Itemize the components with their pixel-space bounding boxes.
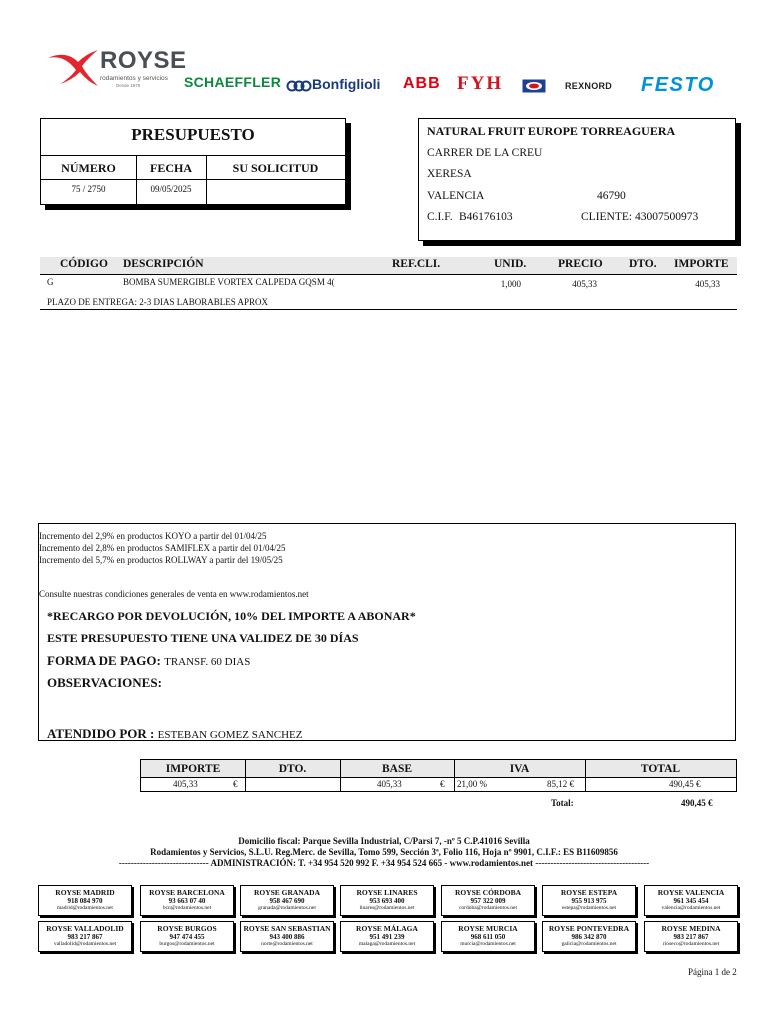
atendido [47, 726, 302, 742]
row-descripcion: BOMBA SUMERGIBLE VORTEX CALPEDA GQSM 4( [123, 277, 335, 287]
branch-box [542, 921, 636, 952]
branch-name: ROYSE VALENCIA [657, 888, 725, 897]
page-number: Página 1 de 2 [688, 967, 737, 977]
footer-admin: ------------------------------ ADMINISTRACIÓN: T. +34 954 520 992 F. +34 954 524 665 - www.rodamientos.net -------------------------------------- [118, 858, 650, 868]
branch-phone: 953 693 400 [369, 897, 405, 905]
branch-box [340, 885, 434, 916]
totals-table [140, 759, 737, 792]
bonfiglioli-rings-icon [286, 79, 312, 91]
royse-logo [46, 48, 100, 88]
tot-iva-label: IVA [454, 760, 585, 778]
divider [340, 760, 341, 791]
branch-box [340, 921, 434, 952]
branch-phone: 961 345 454 [673, 897, 709, 905]
validez-notice: ESTE PRESUPUESTO TIENE UNA VALIDEZ DE 30 DÍAS [47, 631, 359, 645]
client-town: XERESA [427, 168, 472, 180]
client-cif-label: C.I.F. [427, 211, 453, 223]
footer-registry: Rodamientos y Servicios, S.L.U. Reg.Merc. de Sevilla, Tomo 599, Sección 3ª, Folio 116, Hoja nº 9901, C.I.F.: ES B11609856 [150, 847, 618, 857]
branch-box [240, 885, 334, 916]
quote-fecha: 09/05/2025 [150, 184, 192, 194]
quote-fecha-label: FECHA [136, 156, 206, 180]
branch-email[interactable]: rioseco@rodamientos.net [662, 941, 720, 947]
increment-rollway: Incremento del 5,7% en productos ROLLWAY a partir del 19/05/25 [39, 555, 283, 565]
tot-base-label: BASE [340, 760, 454, 778]
branch-box [542, 885, 636, 916]
quote-box [40, 118, 346, 205]
royse-since: Desde 1979 [116, 83, 141, 88]
atendido-label: ATENDIDO POR : [47, 726, 155, 741]
branch-email[interactable]: murcia@rodamientos.net [460, 941, 516, 947]
divider [245, 760, 246, 791]
tot-total-label: TOTAL [585, 760, 736, 778]
branch-email[interactable]: granada@rodamientos.net [258, 905, 316, 911]
row-codigo: G [47, 277, 54, 287]
branch-name: ROYSE CÓRDOBA [454, 888, 522, 897]
branch-email[interactable]: estepa@rodamientos.net [561, 905, 617, 911]
branch-phone: 943 400 886 [269, 933, 305, 941]
footer-fiscal: Domicilio fiscal: Parque Sevilla Industrial, C/Parsi 7, -nº 5 C.P.41016 Sevilla [238, 836, 530, 846]
branch-box [240, 921, 334, 952]
col-codigo: CÓDIGO [60, 258, 108, 270]
lines-divider [40, 309, 737, 310]
forma-pago-label: FORMA DE PAGO: [47, 653, 161, 668]
divider [585, 760, 586, 791]
branch-name: ROYSE LINARES [356, 888, 418, 897]
client-box [418, 118, 736, 241]
branch-name: ROYSE MURCIA [458, 924, 518, 933]
client-name: NATURAL FRUIT EUROPE TORREAGUERA [427, 124, 676, 138]
conditions-box [38, 523, 736, 741]
quote-grid [41, 155, 345, 206]
branch-name: ROYSE MÁLAGA [356, 924, 418, 933]
col-refcli: REF.CLI. [392, 258, 441, 270]
branch-email[interactable]: burgos@rodamientos.net [159, 941, 215, 947]
branch-box [441, 921, 535, 952]
col-precio: PRECIO [558, 258, 603, 270]
divider [136, 156, 137, 207]
quote-solicitud-label: SU SOLICITUD [206, 156, 345, 180]
tot-base: 405,33 [377, 779, 402, 789]
fyh-logo: FYH [457, 73, 504, 94]
branch-email[interactable]: linares@rodamientos.net [359, 905, 415, 911]
client-address: CARRER DE LA CREU [427, 147, 543, 159]
branch-name: ROYSE GRANADA [253, 888, 321, 897]
branch-name: ROYSE VALLADOLID [46, 924, 124, 933]
lines-header [40, 257, 737, 275]
branch-name: ROYSE BURGOS [157, 924, 217, 933]
row-unid: 1,000 [500, 279, 521, 289]
branch-email[interactable]: valladolid@rodamientos.net [53, 941, 117, 947]
branch-name: ROYSE PONTEVEDRA [548, 924, 630, 933]
row-importe: 405,33 [695, 279, 720, 289]
branch-email[interactable]: malaga@rodamientos.net [358, 941, 416, 947]
branch-email[interactable]: bcn@rodamientos.net [162, 905, 212, 911]
branch-box [38, 921, 132, 952]
quote-numero: 75 / 2750 [71, 184, 106, 194]
branch-phone: 955 913 975 [571, 897, 607, 905]
tot-iva-pct: 21,00 % [457, 779, 487, 789]
quote-numero-label: NÚMERO [41, 156, 136, 180]
royse-wordmark: ROYSE [100, 47, 187, 74]
branch-phone: 968 611 050 [470, 933, 506, 941]
branch-phone: 918 084 970 [67, 897, 103, 905]
tot-dto-label: DTO. [245, 760, 340, 778]
royse-subtitle: rodamientos y servicios [100, 75, 168, 82]
branch-email[interactable]: galicia@rodamientos.net [561, 941, 617, 947]
branch-email[interactable]: madrid@rodamientos.net [57, 905, 113, 911]
branch-email[interactable]: valencia@rodamientos.net [661, 905, 721, 911]
client-postal-code: 46790 [597, 190, 626, 202]
observaciones-label: OBSERVACIONES: [47, 675, 162, 690]
schaeffler-logo: SCHAEFFLER [184, 74, 282, 90]
branch-name: ROYSE BARCELONA [149, 888, 225, 897]
royse-swoosh-icon [46, 48, 100, 88]
festo-logo: FESTO [641, 74, 715, 96]
branch-phone: 983 217 867 [67, 933, 103, 941]
ntn-emblem-icon [522, 79, 546, 93]
tot-total: 490,45 € [669, 779, 701, 789]
branch-box [140, 885, 234, 916]
row-precio: 405,33 [572, 279, 597, 289]
forma-pago-value: TRANSF. 60 DIAS [164, 656, 251, 668]
col-dto: DTO. [629, 258, 657, 270]
client-code: 43007500973 [635, 211, 699, 223]
branch-phone: 986 342 870 [571, 933, 607, 941]
branch-email[interactable]: norte@rodamientos.net [261, 941, 313, 947]
atendido-value: ESTEBAN GOMEZ SANCHEZ [157, 729, 303, 741]
tot-iva-amount: 85,12 € [547, 779, 574, 789]
delivery-note: PLAZO DE ENTREGA: 2-3 DIAS LABORABLES APROX [47, 297, 269, 307]
branch-box [441, 885, 535, 916]
divider [454, 760, 455, 791]
branch-phone: 93 663 07 40 [168, 897, 206, 905]
client-cif: B46176103 [459, 211, 513, 223]
branch-email[interactable]: cordoba@rodamientos.net [458, 905, 518, 911]
col-unid: UNID. [494, 258, 527, 270]
branch-phone: 958 467 690 [269, 897, 305, 905]
quote-title: PRESUPUESTO [131, 125, 255, 144]
grand-total-label: Total: [551, 798, 574, 808]
recargo-notice: *RECARGO POR DEVOLUCIÓN, 10% DEL IMPORTE A ABONAR* [47, 609, 416, 623]
grand-total: 490,45 € [681, 798, 713, 808]
increment-samiflex: Incremento del 2,8% en productos SAMIFLEX a partir del 01/04/25 [39, 543, 286, 553]
branch-name: ROYSE ESTEPA [560, 888, 618, 897]
forma-pago [47, 653, 250, 669]
tot-importe-label: IMPORTE [141, 760, 245, 778]
rexnord-logo: REXNORD [565, 81, 613, 91]
tot-base-currency: € [440, 779, 445, 789]
branch-phone: 951 491 239 [369, 933, 405, 941]
branch-box [644, 885, 738, 916]
tot-importe-currency: € [233, 779, 238, 789]
col-descripcion: DESCRIPCIÓN [123, 258, 204, 270]
bonfiglioli-logo: Bonfiglioli [312, 76, 381, 92]
divider [206, 156, 207, 207]
branch-name: ROYSE MEDINA [661, 924, 721, 933]
branch-phone: 947 474 455 [169, 933, 205, 941]
abb-logo: ABB [403, 75, 441, 92]
branch-phone: 957 322 009 [470, 897, 506, 905]
client-province: VALENCIA [427, 190, 485, 202]
branch-box [140, 921, 234, 952]
branch-name: ROYSE SAN SEBASTIAN [243, 924, 331, 933]
branch-box [38, 885, 132, 916]
branch-phone: 983 217 867 [673, 933, 709, 941]
general-conditions: Consulte nuestras condiciones generales de venta en www.rodamientos.net [39, 589, 309, 599]
branch-box [644, 921, 738, 952]
client-code-label: CLIENTE: [581, 211, 633, 223]
increment-koyo: Incremento del 2,9% en productos KOYO a partir del 01/04/25 [39, 531, 267, 541]
branch-name: ROYSE MADRID [55, 888, 115, 897]
tot-importe: 405,33 [173, 779, 198, 789]
col-importe: IMPORTE [674, 258, 729, 270]
